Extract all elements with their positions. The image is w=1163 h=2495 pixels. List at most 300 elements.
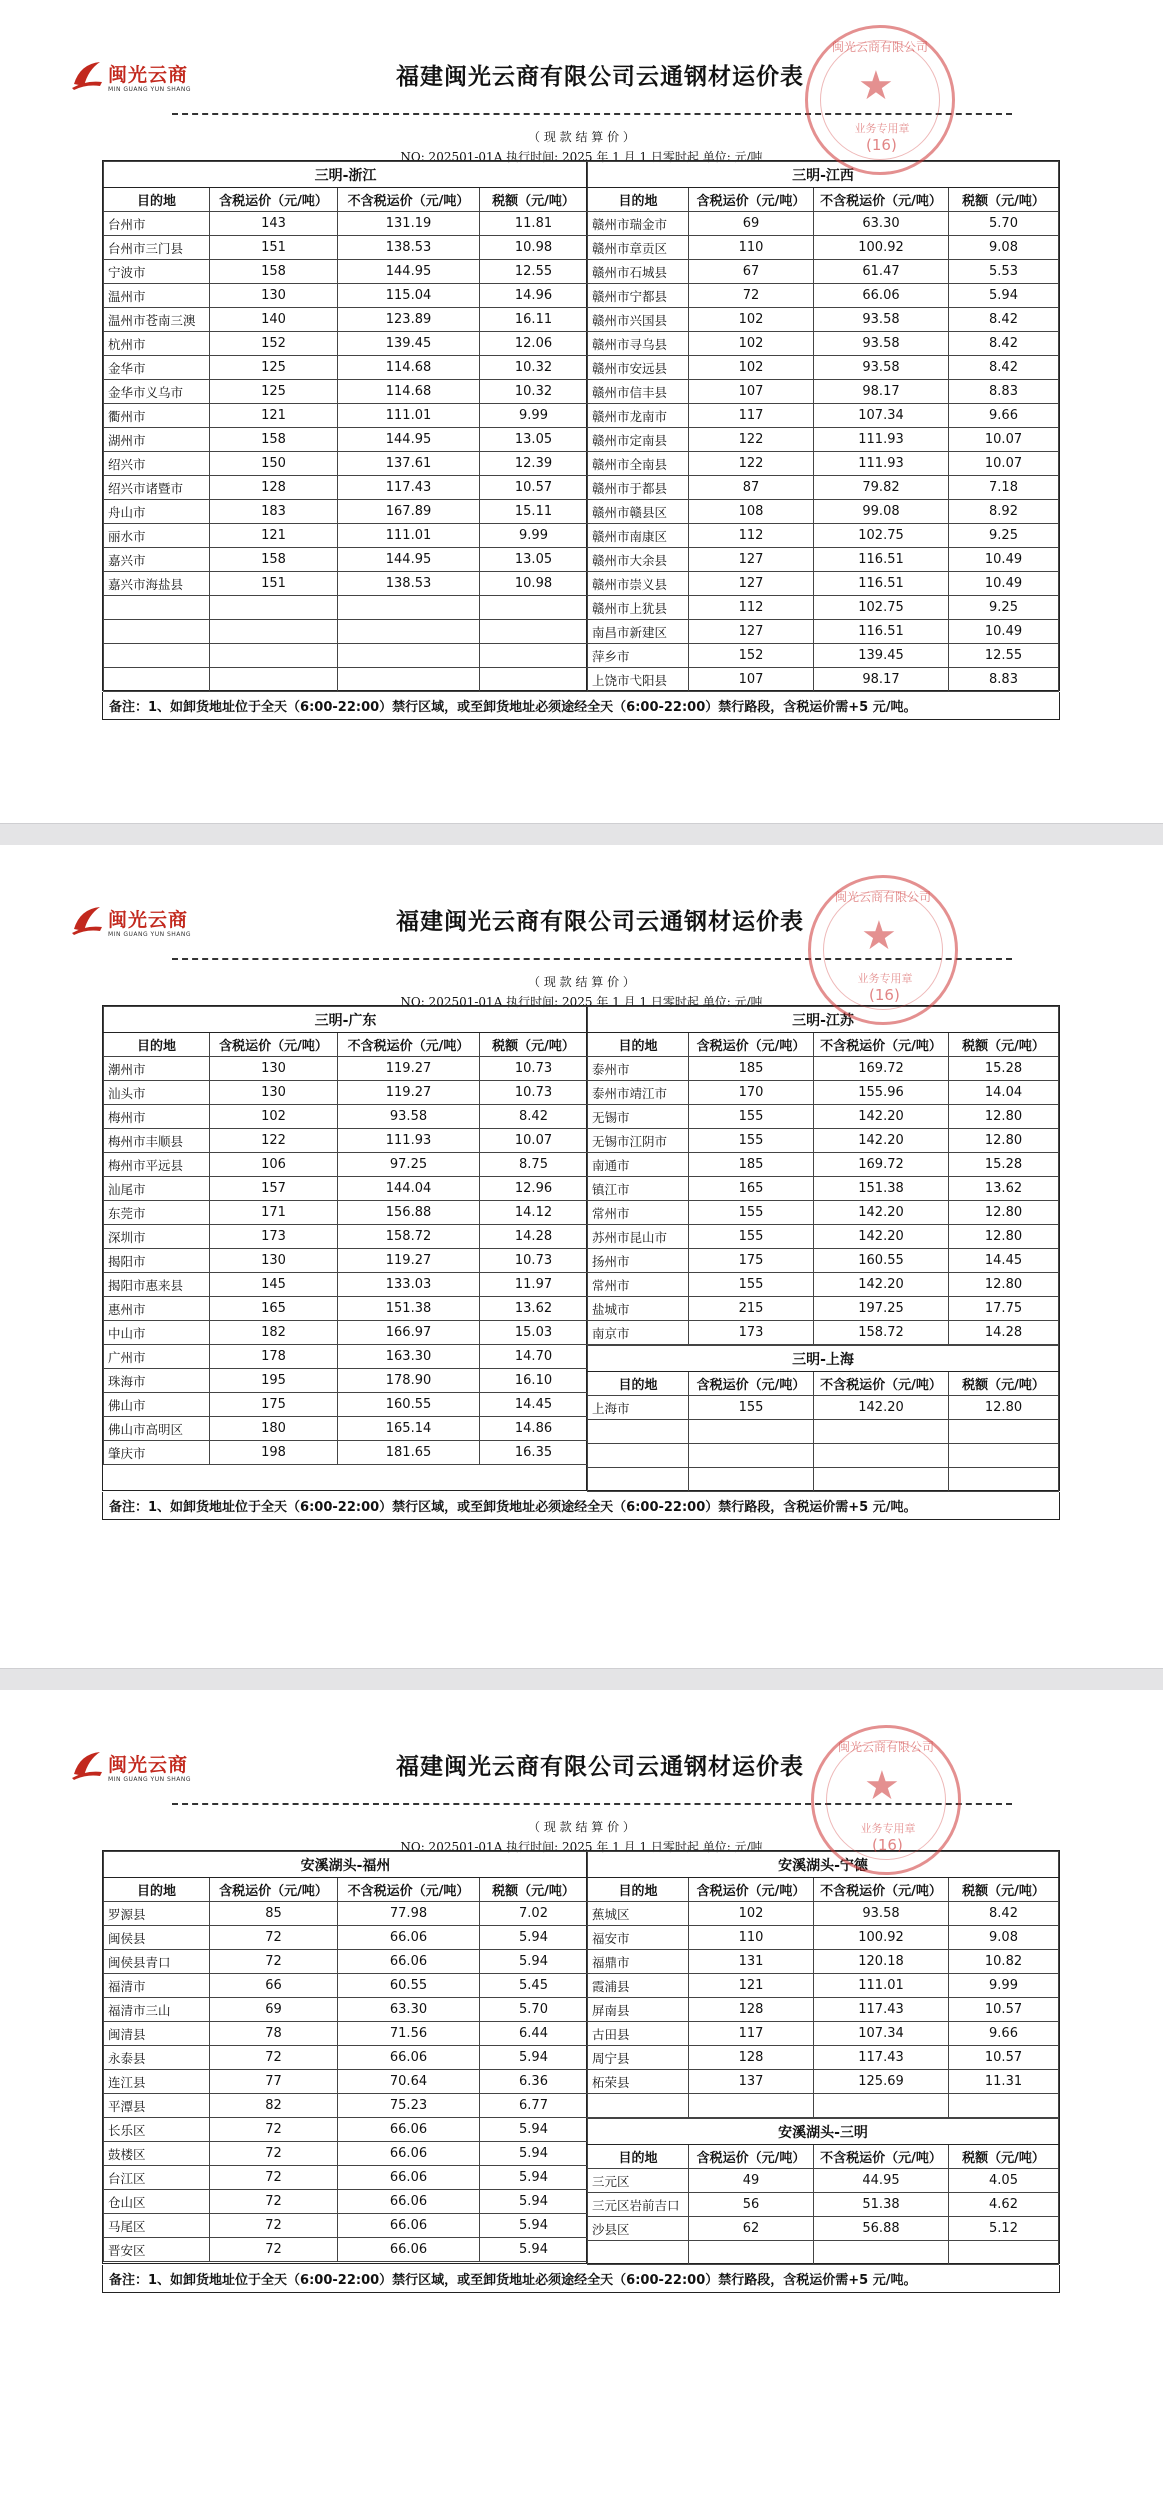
table-row: [104, 1105, 588, 1129]
tax-inclusive-cell: 195: [210, 1369, 338, 1393]
tax-inclusive-cell: 62: [689, 2217, 814, 2241]
tax-exclusive-cell: 119.27: [338, 1081, 480, 1105]
tax-amount-cell: 10.57: [480, 476, 588, 500]
tax-amount-cell: 17.75: [949, 1297, 1059, 1321]
destination-cell: 东莞市: [104, 1201, 210, 1225]
destination-cell: 梅州市: [104, 1105, 210, 1129]
section-title-row: [588, 162, 1059, 188]
tax-exclusive-cell: 119.27: [338, 1249, 480, 1273]
tax-exclusive-cell: 115.04: [338, 284, 480, 308]
destination-cell: 南京市: [588, 1321, 689, 1345]
empty-row: [104, 596, 588, 620]
destination-cell: 汕头市: [104, 1081, 210, 1105]
tax-amount-cell: 10.32: [480, 380, 588, 404]
destination-cell: 泰州市靖江市: [588, 1081, 689, 1105]
destination-cell: 绍兴市诸暨市: [104, 476, 210, 500]
tax-exclusive-cell: 79.82: [814, 476, 949, 500]
destination-cell: 平潭县: [104, 2094, 210, 2118]
header-row: [588, 2145, 1059, 2169]
rate-grid: [102, 1850, 1060, 2264]
page-title: 福建闽光云商有限公司云通钢材运价表: [396, 1754, 804, 1780]
table-row: [104, 524, 588, 548]
column-header: 含税运价（元/吨）: [210, 188, 338, 212]
tax-exclusive-cell: 142.20: [814, 1225, 949, 1249]
tax-inclusive-cell: 72: [210, 1926, 338, 1950]
logo-mark-icon: [70, 58, 104, 92]
table-row: [104, 404, 588, 428]
tax-inclusive-cell: 121: [210, 524, 338, 548]
table-row: [588, 2169, 1059, 2193]
empty-row: [588, 2241, 1059, 2265]
remarks: 备注：1、如卸货地址位于全天（6:00-22:00）禁行区域，或至卸货地址必须途经全天（6:00-22:00）禁行路段，含税运价需+5 元/吨。: [102, 2265, 1060, 2293]
tax-amount-cell: 5.70: [949, 212, 1059, 236]
section-title: 三明-浙江: [104, 162, 588, 188]
table-row: [588, 1297, 1059, 1321]
tax-exclusive-cell: 77.98: [338, 1902, 480, 1926]
destination-cell: 晋安区: [104, 2238, 210, 2262]
tax-inclusive-cell: 158: [210, 548, 338, 572]
destination-cell: 福清市: [104, 1974, 210, 1998]
tax-inclusive-cell: 158: [210, 260, 338, 284]
tax-amount-cell: 14.28: [480, 1225, 588, 1249]
tax-exclusive-cell: 98.17: [814, 380, 949, 404]
right-section: [587, 161, 1058, 690]
table-row: [104, 1153, 588, 1177]
column-header: 不含税运价（元/吨）: [338, 1033, 480, 1057]
table-row: [104, 212, 588, 236]
column-header: 不含税运价（元/吨）: [814, 1878, 949, 1902]
tax-amount-cell: 8.42: [949, 308, 1059, 332]
column-header: 不含税运价（元/吨）: [814, 1372, 949, 1396]
destination-cell: 南昌市新建区: [588, 620, 689, 644]
tax-amount-cell: 5.94: [480, 2142, 588, 2166]
tax-amount-cell: 13.05: [480, 548, 588, 572]
tax-exclusive-cell: 142.20: [814, 1396, 949, 1420]
table-row: [104, 2022, 588, 2046]
official-seal: [805, 25, 955, 175]
company-logo: [70, 58, 210, 100]
table-row: [104, 572, 588, 596]
tax-exclusive-cell: 56.88: [814, 2217, 949, 2241]
column-header: 目的地: [104, 188, 210, 212]
rate-table: [103, 1851, 588, 2262]
tax-inclusive-cell: 72: [210, 2166, 338, 2190]
section-title-row: [588, 1346, 1059, 1372]
empty-cell: [949, 2094, 1059, 2118]
destination-cell: 上海市: [588, 1396, 689, 1420]
tax-exclusive-cell: 139.45: [338, 332, 480, 356]
tax-inclusive-cell: 67: [689, 260, 814, 284]
table-row: [588, 524, 1059, 548]
tax-amount-cell: 8.92: [949, 500, 1059, 524]
section-title-row: [104, 1852, 588, 1878]
tax-amount-cell: 15.03: [480, 1321, 588, 1345]
destination-cell: 蕉城区: [588, 1902, 689, 1926]
table-row: [588, 356, 1059, 380]
tax-inclusive-cell: 112: [689, 524, 814, 548]
header-row: [588, 1372, 1059, 1396]
table-row: [104, 1321, 588, 1345]
destination-cell: 赣州市赣县区: [588, 500, 689, 524]
table-row: [104, 380, 588, 404]
empty-cell: [689, 2241, 814, 2265]
empty-cell: [588, 2241, 689, 2265]
destination-cell: 周宁县: [588, 2046, 689, 2070]
column-header: 目的地: [588, 1033, 689, 1057]
tax-inclusive-cell: 130: [210, 1057, 338, 1081]
table-row: [588, 308, 1059, 332]
table-row: [588, 332, 1059, 356]
table-row: [588, 476, 1059, 500]
tax-inclusive-cell: 110: [689, 236, 814, 260]
tax-exclusive-cell: 44.95: [814, 2169, 949, 2193]
tax-inclusive-cell: 128: [689, 1998, 814, 2022]
tax-inclusive-cell: 102: [689, 332, 814, 356]
table-row: [104, 2118, 588, 2142]
tax-amount-cell: 10.07: [949, 428, 1059, 452]
header-row: [104, 188, 588, 212]
destination-cell: 中山市: [104, 1321, 210, 1345]
column-header: 税额（元/吨）: [480, 1033, 588, 1057]
empty-cell: [480, 596, 588, 620]
page-title: 福建闽光云商有限公司云通钢材运价表: [396, 909, 804, 935]
tax-exclusive-cell: 144.95: [338, 428, 480, 452]
destination-cell: 沙县区: [588, 2217, 689, 2241]
destination-cell: 揭阳市惠来县: [104, 1273, 210, 1297]
table-row: [104, 1297, 588, 1321]
table-row: [104, 1129, 588, 1153]
destination-cell: 柘荣县: [588, 2070, 689, 2094]
tax-inclusive-cell: 185: [689, 1153, 814, 1177]
empty-cell: [338, 644, 480, 668]
tax-amount-cell: 12.80: [949, 1225, 1059, 1249]
destination-cell: 赣州市兴国县: [588, 308, 689, 332]
tax-amount-cell: 10.82: [949, 1950, 1059, 1974]
tax-amount-cell: 15.28: [949, 1057, 1059, 1081]
tax-inclusive-cell: 165: [689, 1177, 814, 1201]
destination-cell: 屏南县: [588, 1998, 689, 2022]
rate-grid: [102, 160, 1060, 691]
rate-table: [103, 1006, 588, 1465]
section-title: 三明-广东: [104, 1007, 588, 1033]
tax-amount-cell: 13.62: [480, 1297, 588, 1321]
tax-inclusive-cell: 128: [210, 476, 338, 500]
tax-amount-cell: 5.94: [480, 2238, 588, 2262]
empty-row: [104, 668, 588, 692]
tax-exclusive-cell: 139.45: [814, 644, 949, 668]
destination-cell: 台州市三门县: [104, 236, 210, 260]
remarks: 备注：1、如卸货地址位于全天（6:00-22:00）禁行区域，或至卸货地址必须途经全天（6:00-22:00）禁行路段，含税运价需+5 元/吨。: [102, 692, 1060, 720]
tax-exclusive-cell: 142.20: [814, 1201, 949, 1225]
destination-cell: 赣州市上犹县: [588, 596, 689, 620]
destination-cell: 罗源县: [104, 1902, 210, 1926]
tax-amount-cell: 9.08: [949, 236, 1059, 260]
empty-row: [104, 620, 588, 644]
settlement-note: （ 现 款 结 算 价 ）: [528, 130, 635, 144]
tax-amount-cell: 14.45: [480, 1393, 588, 1417]
empty-cell: [480, 644, 588, 668]
tax-exclusive-cell: 66.06: [338, 2046, 480, 2070]
tax-exclusive-cell: 167.89: [338, 500, 480, 524]
tax-exclusive-cell: 114.68: [338, 356, 480, 380]
tax-exclusive-cell: 158.72: [814, 1321, 949, 1345]
table-row: [588, 500, 1059, 524]
table-row: [104, 2214, 588, 2238]
tax-amount-cell: 6.36: [480, 2070, 588, 2094]
table-row: [588, 1974, 1059, 1998]
tax-inclusive-cell: 155: [689, 1396, 814, 1420]
tax-exclusive-cell: 133.03: [338, 1273, 480, 1297]
tax-inclusive-cell: 180: [210, 1417, 338, 1441]
tax-inclusive-cell: 69: [689, 212, 814, 236]
table-row: [588, 1225, 1059, 1249]
destination-cell: 古田县: [588, 2022, 689, 2046]
destination-cell: 梅州市丰顺县: [104, 1129, 210, 1153]
tax-amount-cell: 8.83: [949, 380, 1059, 404]
tax-exclusive-cell: 116.51: [814, 620, 949, 644]
table-row: [104, 548, 588, 572]
tax-amount-cell: 10.57: [949, 2046, 1059, 2070]
table-row: [588, 428, 1059, 452]
table-row: [104, 1057, 588, 1081]
tax-amount-cell: 14.96: [480, 284, 588, 308]
tax-exclusive-cell: 111.01: [814, 1974, 949, 1998]
column-header: 含税运价（元/吨）: [689, 1372, 814, 1396]
table-row: [588, 380, 1059, 404]
table-row: [104, 236, 588, 260]
column-header: 目的地: [588, 2145, 689, 2169]
tax-exclusive-cell: 66.06: [338, 2142, 480, 2166]
destination-cell: 镇江市: [588, 1177, 689, 1201]
section-title-row: [588, 2119, 1059, 2145]
empty-cell: [689, 1444, 814, 1468]
tax-amount-cell: 5.94: [480, 2190, 588, 2214]
destination-cell: 赣州市龙南市: [588, 404, 689, 428]
column-header: 含税运价（元/吨）: [689, 1878, 814, 1902]
page-separator: [0, 823, 1163, 847]
table-row: [104, 2190, 588, 2214]
tax-inclusive-cell: 183: [210, 500, 338, 524]
destination-cell: 赣州市瑞金市: [588, 212, 689, 236]
tax-amount-cell: 5.94: [480, 2214, 588, 2238]
destination-cell: 扬州市: [588, 1249, 689, 1273]
tax-exclusive-cell: 131.19: [338, 212, 480, 236]
table-row: [104, 1417, 588, 1441]
tax-inclusive-cell: 151: [210, 572, 338, 596]
tax-exclusive-cell: 151.38: [814, 1177, 949, 1201]
tax-exclusive-cell: 66.06: [338, 2118, 480, 2142]
tax-exclusive-cell: 66.06: [338, 2166, 480, 2190]
table-row: [588, 1177, 1059, 1201]
tax-amount-cell: 9.25: [949, 524, 1059, 548]
header-row: [104, 1033, 588, 1057]
empty-cell: [814, 1444, 949, 1468]
destination-cell: 梅州市平远县: [104, 1153, 210, 1177]
tax-exclusive-cell: 137.61: [338, 452, 480, 476]
tax-inclusive-cell: 72: [210, 2238, 338, 2262]
table-row: [588, 212, 1059, 236]
section-title: 安溪湖头-三明: [588, 2119, 1059, 2145]
table-row: [104, 1369, 588, 1393]
empty-cell: [480, 668, 588, 692]
empty-cell: [689, 2094, 814, 2118]
empty-cell: [949, 1468, 1059, 1492]
left-section: [103, 1006, 587, 1490]
tax-exclusive-cell: 123.89: [338, 308, 480, 332]
tax-inclusive-cell: 107: [689, 380, 814, 404]
tax-inclusive-cell: 102: [689, 356, 814, 380]
destination-cell: 赣州市安远县: [588, 356, 689, 380]
table-row: [104, 284, 588, 308]
tax-inclusive-cell: 128: [689, 2046, 814, 2070]
tax-exclusive-cell: 93.58: [814, 308, 949, 332]
table-row: [588, 572, 1059, 596]
column-header: 税额（元/吨）: [949, 1033, 1059, 1057]
destination-cell: 惠州市: [104, 1297, 210, 1321]
tax-exclusive-cell: 61.47: [814, 260, 949, 284]
tax-amount-cell: 10.49: [949, 620, 1059, 644]
tax-inclusive-cell: 112: [689, 596, 814, 620]
destination-cell: 泰州市: [588, 1057, 689, 1081]
tax-amount-cell: 10.57: [949, 1998, 1059, 2022]
column-header: 税额（元/吨）: [949, 188, 1059, 212]
tax-inclusive-cell: 131: [689, 1950, 814, 1974]
destination-cell: 赣州市南康区: [588, 524, 689, 548]
tax-inclusive-cell: 77: [210, 2070, 338, 2094]
rate-table: [587, 1851, 1059, 2118]
table-row: [588, 596, 1059, 620]
tax-exclusive-cell: 66.06: [338, 2238, 480, 2262]
seal-code: (16): [869, 986, 900, 1004]
tax-exclusive-cell: 100.92: [814, 236, 949, 260]
table-row: [588, 1321, 1059, 1345]
tax-exclusive-cell: 169.72: [814, 1057, 949, 1081]
tax-exclusive-cell: 66.06: [338, 2214, 480, 2238]
tax-inclusive-cell: 69: [210, 1998, 338, 2022]
document-meta: NO: 202501-01A 执行时间: 2025 年 1 月 1 日零时起 单位: 元/吨: [400, 150, 763, 164]
column-header: 含税运价（元/吨）: [210, 1033, 338, 1057]
tax-amount-cell: 5.12: [949, 2217, 1059, 2241]
destination-cell: 三元区岩前吉口: [588, 2193, 689, 2217]
seal-subtext: 业务专用章: [860, 1822, 916, 1835]
tax-inclusive-cell: 173: [689, 1321, 814, 1345]
destination-cell: 仓山区: [104, 2190, 210, 2214]
table-row: [588, 260, 1059, 284]
tax-inclusive-cell: 102: [210, 1105, 338, 1129]
section-title: 三明-上海: [588, 1346, 1059, 1372]
tax-amount-cell: 4.62: [949, 2193, 1059, 2217]
tax-amount-cell: 15.11: [480, 500, 588, 524]
tax-inclusive-cell: 140: [210, 308, 338, 332]
rate-table: [587, 1006, 1059, 1345]
table-row: [104, 308, 588, 332]
column-header: 含税运价（元/吨）: [689, 1033, 814, 1057]
tax-exclusive-cell: 99.08: [814, 500, 949, 524]
tax-inclusive-cell: 49: [689, 2169, 814, 2193]
tax-exclusive-cell: 158.72: [338, 1225, 480, 1249]
tax-amount-cell: 14.45: [949, 1249, 1059, 1273]
tax-inclusive-cell: 127: [689, 548, 814, 572]
empty-cell: [588, 1420, 689, 1444]
destination-cell: 闽清县: [104, 2022, 210, 2046]
tax-amount-cell: 13.62: [949, 1177, 1059, 1201]
tax-amount-cell: 10.73: [480, 1249, 588, 1273]
tax-inclusive-cell: 108: [689, 500, 814, 524]
destination-cell: 台江区: [104, 2166, 210, 2190]
tax-amount-cell: 10.98: [480, 572, 588, 596]
tax-exclusive-cell: 156.88: [338, 1201, 480, 1225]
destination-cell: 永泰县: [104, 2046, 210, 2070]
destination-cell: 杭州市: [104, 332, 210, 356]
tax-amount-cell: 10.49: [949, 572, 1059, 596]
tax-inclusive-cell: 125: [210, 380, 338, 404]
tax-inclusive-cell: 143: [210, 212, 338, 236]
tax-amount-cell: 8.42: [949, 332, 1059, 356]
table-row: [588, 284, 1059, 308]
destination-cell: 汕尾市: [104, 1177, 210, 1201]
table-row: [104, 1201, 588, 1225]
tax-amount-cell: 9.99: [949, 1974, 1059, 1998]
table-row: [588, 668, 1059, 692]
tax-amount-cell: 12.39: [480, 452, 588, 476]
tax-inclusive-cell: 155: [689, 1273, 814, 1297]
left-section: [103, 1851, 587, 2263]
tax-exclusive-cell: 120.18: [814, 1950, 949, 1974]
brand-pinyin: MIN GUANG YUN SHANG: [108, 1776, 192, 1783]
table-row: [588, 1273, 1059, 1297]
tax-inclusive-cell: 145: [210, 1273, 338, 1297]
tax-exclusive-cell: 138.53: [338, 572, 480, 596]
destination-cell: 舟山市: [104, 500, 210, 524]
destination-cell: 赣州市于都县: [588, 476, 689, 500]
header-row: [104, 1878, 588, 1902]
table-row: [104, 1950, 588, 1974]
tax-exclusive-cell: 117.43: [814, 2046, 949, 2070]
destination-cell: 潮州市: [104, 1057, 210, 1081]
empty-cell: [338, 620, 480, 644]
table-row: [588, 1105, 1059, 1129]
tax-amount-cell: 5.53: [949, 260, 1059, 284]
tax-inclusive-cell: 178: [210, 1345, 338, 1369]
empty-cell: [210, 620, 338, 644]
destination-cell: 福鼎市: [588, 1950, 689, 1974]
tax-amount-cell: 14.86: [480, 1417, 588, 1441]
tax-amount-cell: 9.08: [949, 1926, 1059, 1950]
tax-inclusive-cell: 78: [210, 2022, 338, 2046]
table-row: [104, 1998, 588, 2022]
tax-amount-cell: 5.94: [480, 1950, 588, 1974]
empty-row: [588, 1444, 1059, 1468]
tax-inclusive-cell: 155: [689, 1129, 814, 1153]
tax-amount-cell: 8.42: [480, 1105, 588, 1129]
tax-inclusive-cell: 72: [210, 2118, 338, 2142]
tax-inclusive-cell: 110: [689, 1926, 814, 1950]
tax-exclusive-cell: 66.06: [814, 284, 949, 308]
tax-amount-cell: 14.70: [480, 1345, 588, 1369]
empty-cell: [104, 668, 210, 692]
tax-amount-cell: 16.35: [480, 1441, 588, 1465]
settlement-note: （ 现 款 结 算 价 ）: [528, 975, 635, 989]
table-row: [104, 1393, 588, 1417]
right-section: [587, 1006, 1058, 1490]
table-row: [588, 1057, 1059, 1081]
rate-sheet: [0, 845, 1163, 1665]
destination-cell: 珠海市: [104, 1369, 210, 1393]
tax-inclusive-cell: 102: [689, 1902, 814, 1926]
tax-inclusive-cell: 107: [689, 668, 814, 692]
tax-exclusive-cell: 93.58: [338, 1105, 480, 1129]
destination-cell: 佛山市: [104, 1393, 210, 1417]
